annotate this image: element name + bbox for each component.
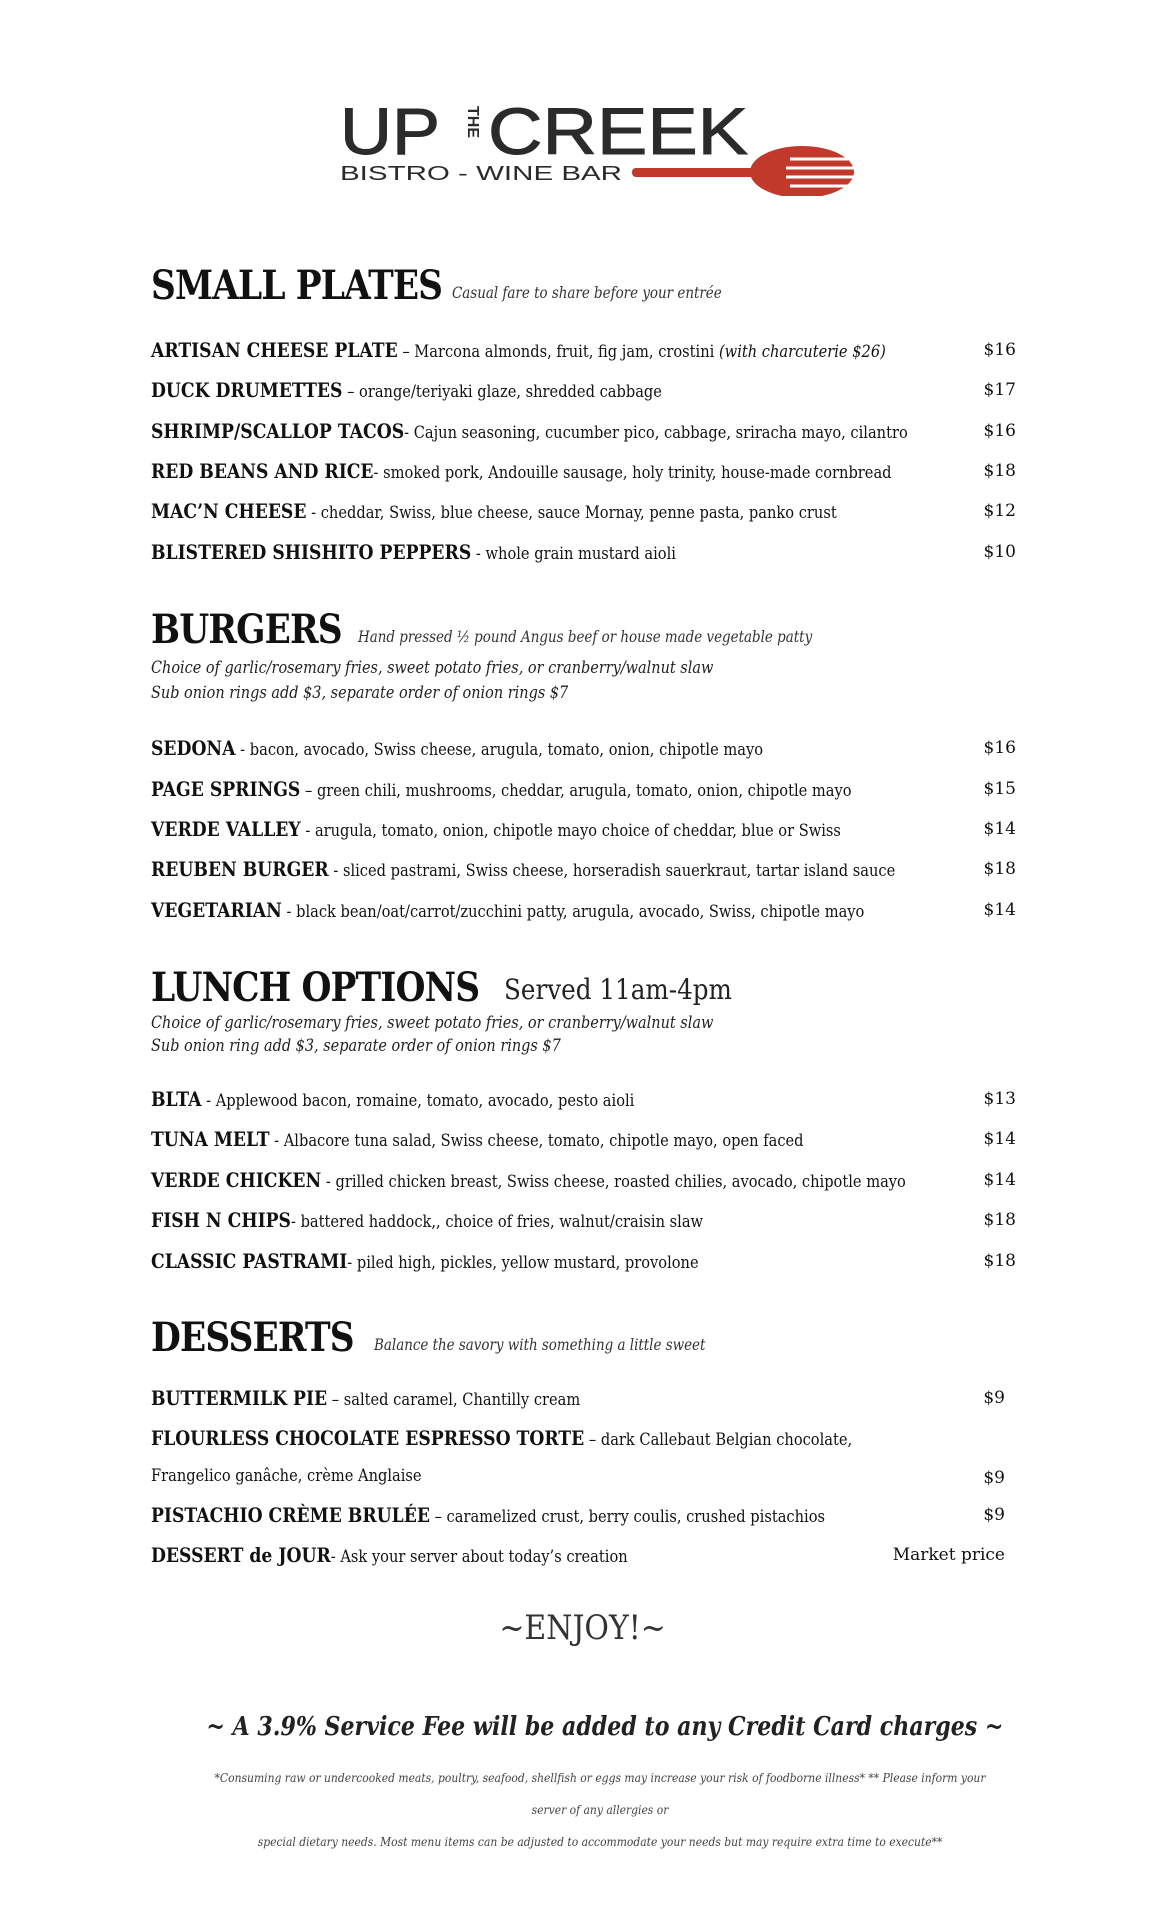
item-price: $10 [983, 542, 1016, 562]
item-price: $9 [983, 1388, 1005, 1408]
item-price: $12 [983, 501, 1016, 521]
item-name: TUNA MELT [151, 1127, 270, 1151]
item-name: REUBEN BURGER [151, 857, 329, 881]
item-name: VERDE CHICKEN [151, 1168, 322, 1192]
menu-item-mac-n-cheese: MAC’N CHEESE - cheddar, Swiss, blue cheese, sauce Mornay, penne pasta, panko crust $12 [151, 499, 1016, 523]
menu-item-artisan-cheese-plate: ARTISAN CHEESE PLATE – Marcona almonds, fruit, fig jam, crostini (with charcuterie $26) $16 [151, 338, 1016, 362]
item-price: $14 [983, 819, 1016, 839]
item-price: $18 [983, 1210, 1016, 1230]
logo-word-up: UP [340, 96, 440, 168]
menu-item-duck-drumettes: DUCK DRUMETTES – orange/teriyaki glaze, shredded cabbage $17 [151, 378, 1016, 402]
item-name: VERDE VALLEY [151, 817, 301, 841]
item-price: $18 [983, 859, 1016, 879]
menu-item-shrimp-scallop-tacos: SHRIMP/SCALLOP TACOS- Cajun seasoning, cucumber pico, cabbage, sriracha mayo, cilantro $16 [151, 419, 1016, 443]
item-name: VEGETARIAN [151, 898, 282, 922]
menu-item-blistered-shishito-peppers: BLISTERED SHISHITO PEPPERS - whole grain mustard aioli $10 [151, 540, 1016, 564]
logo-tagline: BISTRO - WINE BAR [340, 163, 622, 185]
item-price: $17 [983, 380, 1016, 400]
item-name: DESSERT de JOUR [151, 1543, 331, 1567]
disclaimer-line-2: special dietary needs. Most menu items can be adjusted to accommodate your needs but may require extra time to execute** [257, 1834, 943, 1849]
lunch-onion-rings-note: Sub onion ring add $3, separate order of onion rings $7 [151, 1036, 561, 1056]
item-name: BLTA [151, 1087, 202, 1111]
lunch-sides-note: Choice of garlic/rosemary fries, sweet potato fries, or cranberry/walnut slaw [151, 1013, 714, 1033]
section-title-small-plates: SMALL PLATES [151, 262, 443, 309]
item-description: dark Callebaut Belgian chocolate, [600, 1430, 853, 1450]
item-description: whole grain mustard aioli [485, 544, 676, 564]
item-price: $14 [983, 900, 1016, 920]
menu-item-verde-valley: VERDE VALLEY - arugula, tomato, onion, chipotle mayo choice of cheddar, blue or Swiss $14 [151, 817, 1016, 841]
item-description: battered haddock,, choice of fries, walnut/craisin slaw [300, 1212, 704, 1232]
menu-item-dessert-de-jour: DESSERT de JOUR- Ask your server about today’s creation Market price [151, 1543, 1005, 1567]
restaurant-logo [340, 96, 860, 196]
item-price: $16 [983, 421, 1016, 441]
service-fee-notice: ~ A 3.9% Service Fee will be added to any Credit Card charges ~ [206, 1712, 1004, 1742]
menu-item-tuna-melt: TUNA MELT - Albacore tuna salad, Swiss cheese, tomato, chipotle mayo, open faced $14 [151, 1127, 1016, 1151]
item-price: $18 [983, 1251, 1016, 1271]
item-description: Albacore tuna salad, Swiss cheese, tomato, chipotle mayo, open faced [283, 1131, 804, 1151]
item-description: Marcona almonds, fruit, fig jam, crostini [414, 342, 719, 362]
item-description: Applewood bacon, romaine, tomato, avocado, pesto aioli [215, 1091, 635, 1111]
item-price: $15 [983, 779, 1016, 799]
item-name: MAC’N CHEESE [151, 499, 307, 523]
section-subtitle-small-plates: Casual fare to share before your entrée [452, 283, 722, 302]
menu-item-vegetarian: VEGETARIAN - black bean/oat/carrot/zucchini patty, arugula, avocado, Swiss, chipotle mayo $14 [151, 898, 1016, 922]
item-name: FLOURLESS CHOCOLATE ESPRESSO TORTE [151, 1426, 585, 1450]
burgers-onion-rings-note: Sub onion rings add $3, separate order of onion rings $7 [151, 683, 569, 703]
item-description: cheddar, Swiss, blue cheese, sauce Mornay, penne pasta, panko crust [320, 503, 837, 523]
section-subtitle-burgers: Hand pressed ½ pound Angus beef or house made vegetable patty [358, 627, 813, 646]
item-name: BLISTERED SHISHITO PEPPERS [151, 540, 472, 564]
item-description: green chili, mushrooms, cheddar, arugula, tomato, onion, chipotle mayo [316, 781, 852, 801]
item-price: $9 [983, 1505, 1005, 1525]
item-name: CLASSIC PASTRAMI [151, 1249, 348, 1273]
food-safety-disclaimer [150, 1762, 1050, 1858]
item-description: Ask your server about today’s creation [340, 1547, 628, 1567]
item-description: Cajun seasoning, cucumber pico, cabbage, sriracha mayo, cilantro [413, 423, 908, 443]
item-description: black bean/oat/carrot/zucchini patty, arugula, avocado, Swiss, chipotle mayo [296, 902, 865, 922]
menu-item-sedona: SEDONA - bacon, avocado, Swiss cheese, arugula, tomato, onion, chipotle mayo $16 [151, 736, 1016, 760]
enjoy-banner: ~ENJOY!~ [499, 1608, 667, 1648]
menu-item-fish-n-chips: FISH N CHIPS- battered haddock,, choice of fries, walnut/craisin slaw $18 [151, 1208, 1016, 1232]
menu-item-blta: BLTA - Applewood bacon, romaine, tomato, avocado, pesto aioli $13 [151, 1087, 1016, 1111]
item-price: $18 [983, 461, 1016, 481]
section-subtitle-desserts: Balance the savory with something a little sweet [374, 1335, 706, 1354]
item-price: $16 [983, 340, 1016, 360]
item-description: grilled chicken breast, Swiss cheese, roasted chilies, avocado, chipotle mayo [335, 1172, 906, 1192]
logo-word-creek: CREEK [488, 96, 748, 168]
item-name: SHRIMP/SCALLOP TACOS [151, 419, 405, 443]
item-description: smoked pork, Andouille sausage, holy trinity, house-made cornbread [383, 463, 892, 483]
section-title-desserts: DESSERTS [151, 1314, 354, 1361]
menu-item-page-springs: PAGE SPRINGS – green chili, mushrooms, cheddar, arugula, tomato, onion, chipotle mayo $15 [151, 777, 1016, 801]
item-name: ARTISAN CHEESE PLATE [151, 338, 398, 362]
section-subtitle-lunch-options: Served 11am-4pm [504, 973, 732, 1006]
menu-item-flourless-chocolate-espresso-torte: FLOURLESS CHOCOLATE ESPRESSO TORTE – dark Callebaut Belgian chocolate, Frangelico ganâche, crème Anglaise $9 [151, 1426, 1005, 1488]
menu-item-red-beans-and-rice: RED BEANS AND RICE- smoked pork, Andouille sausage, holy trinity, house-made cornbread $18 [151, 459, 1016, 483]
item-description: caramelized crust, berry coulis, crushed pistachios [446, 1507, 825, 1527]
menu-item-reuben-burger: REUBEN BURGER - sliced pastrami, Swiss cheese, horseradish sauerkraut, tartar island sauce $18 [151, 857, 1016, 881]
item-name: BUTTERMILK PIE [151, 1386, 328, 1410]
item-name: PISTACHIO CRÈME BRULÉE [151, 1503, 430, 1527]
item-price: $13 [983, 1089, 1016, 1109]
item-description: sliced pastrami, Swiss cheese, horseradish sauerkraut, tartar island sauce [342, 861, 896, 881]
section-title-lunch-options: LUNCH OPTIONS [151, 964, 480, 1011]
item-price: $14 [983, 1129, 1016, 1149]
item-name: RED BEANS AND RICE [151, 459, 374, 483]
item-name: DUCK DRUMETTES [151, 378, 343, 402]
item-name: PAGE SPRINGS [151, 777, 301, 801]
burgers-sides-note: Choice of garlic/rosemary fries, sweet potato fries, or cranberry/walnut slaw [151, 658, 714, 678]
item-price: $16 [983, 738, 1016, 758]
item-description: bacon, avocado, Swiss cheese, arugula, tomato, onion, chipotle mayo [249, 740, 764, 760]
menu-item-verde-chicken: VERDE CHICKEN - grilled chicken breast, Swiss cheese, roasted chilies, avocado, chipotle mayo $14 [151, 1168, 1016, 1192]
item-description: arugula, tomato, onion, chipotle mayo choice of cheddar, blue or Swiss [314, 821, 841, 841]
section-title-burgers: BURGERS [151, 606, 342, 653]
item-name: SEDONA [151, 736, 236, 760]
item-description: orange/teriyaki glaze, shredded cabbage [359, 382, 662, 402]
menu-item-pistachio-creme-brulee: PISTACHIO CRÈME BRULÉE – caramelized crust, berry coulis, crushed pistachios $9 [151, 1503, 1005, 1527]
disclaimer-line-1: *Consuming raw or undercooked meats, poultry, seafood, shellfish or eggs may increase your risk of foodborne illness* ** Please inform your server of any allergies or [214, 1770, 986, 1817]
item-name: FISH N CHIPS [151, 1208, 291, 1232]
item-price: Market price [892, 1545, 1005, 1565]
menu-item-buttermilk-pie: BUTTERMILK PIE – salted caramel, Chantilly cream $9 [151, 1386, 1005, 1410]
menu-item-classic-pastrami: CLASSIC PASTRAMI- piled high, pickles, yellow mustard, provolone $18 [151, 1249, 1016, 1273]
item-description-continued: Frangelico ganâche, crème Anglaise [151, 1466, 422, 1486]
item-price: $9 [983, 1468, 1005, 1488]
item-price: $14 [983, 1170, 1016, 1190]
logo-word-the: THE [464, 106, 481, 138]
item-extra: (with charcuterie $26) [718, 342, 886, 362]
item-description: salted caramel, Chantilly cream [343, 1390, 581, 1410]
item-description: piled high, pickles, yellow mustard, provolone [356, 1253, 699, 1273]
